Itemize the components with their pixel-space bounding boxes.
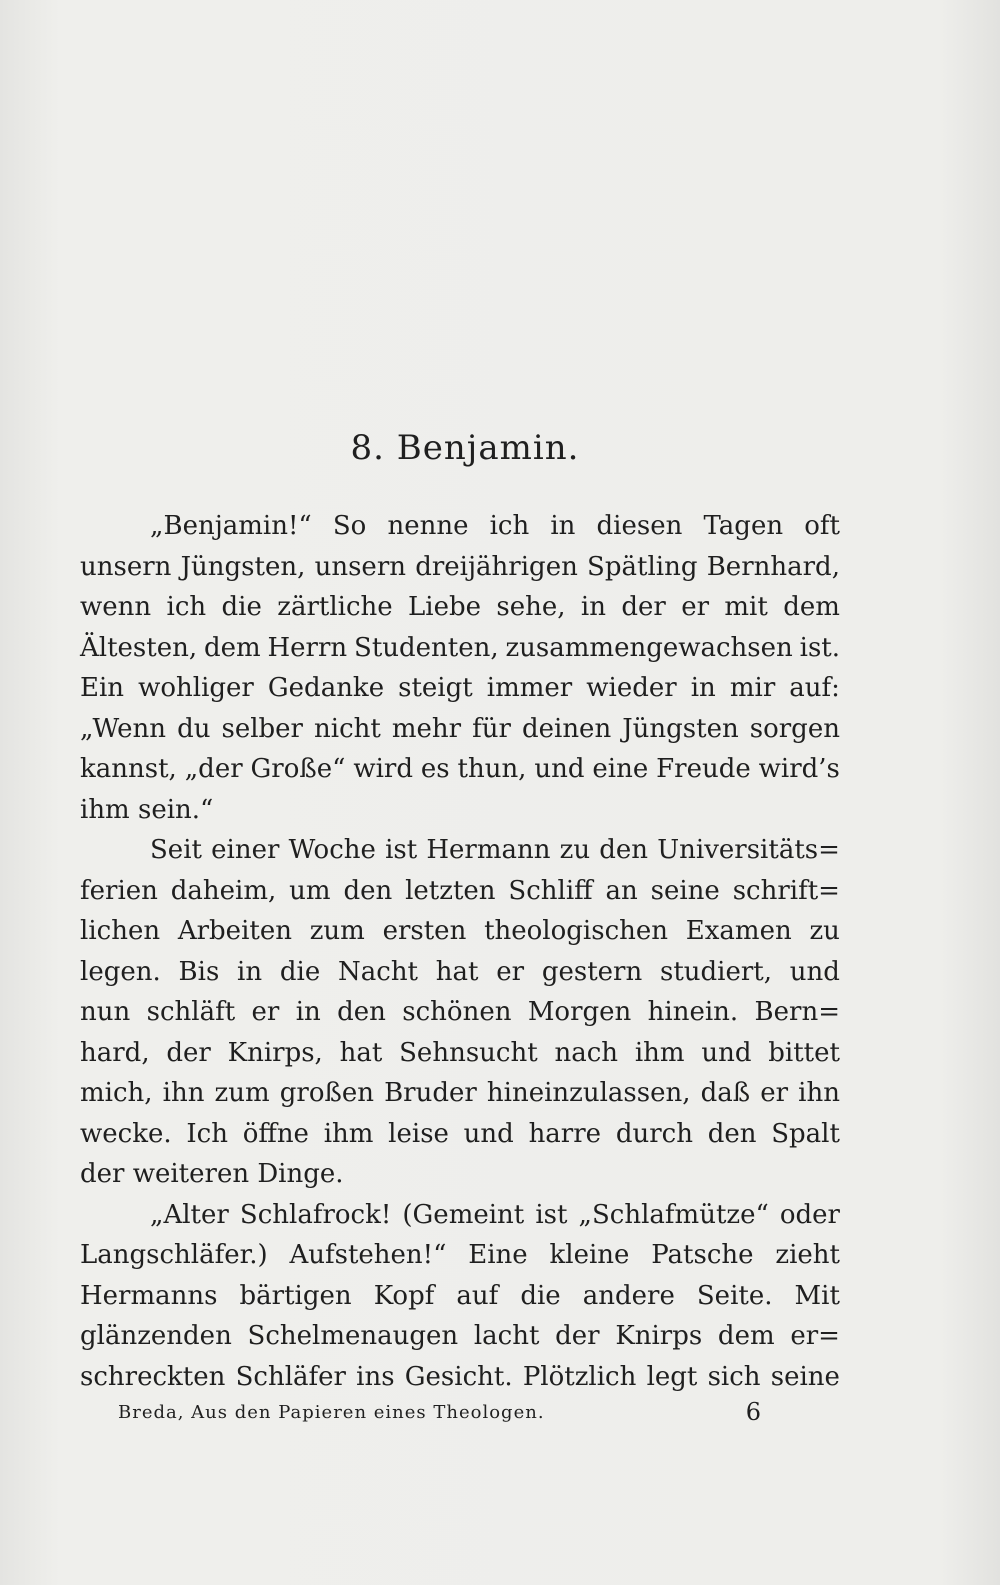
text-line: [80, 952, 840, 993]
word: deinen: [521, 713, 612, 744]
word: großen: [279, 1078, 374, 1108]
word: wecke.: [80, 1118, 172, 1149]
body-text: [80, 506, 840, 1397]
word: Tagen: [703, 511, 784, 541]
word: Ich: [186, 1118, 228, 1149]
word: Sehnsucht: [399, 1037, 538, 1068]
word: Freude: [656, 754, 751, 784]
text-line: [80, 992, 840, 1033]
word: die: [520, 1280, 561, 1311]
word: mehr: [391, 713, 462, 744]
word: immer: [486, 673, 573, 703]
word: Spätling: [587, 551, 698, 582]
word: studiert,: [660, 956, 773, 987]
word: Ein: [80, 673, 125, 703]
word: bittet: [768, 1037, 840, 1068]
text-line: [80, 871, 840, 912]
word: zärtliche: [277, 592, 393, 622]
text-line: [80, 1357, 840, 1398]
word: die: [221, 592, 262, 622]
word: oft: [804, 511, 840, 541]
word: Aufstehen!“: [289, 1240, 447, 1270]
word: in: [690, 673, 716, 703]
word: dem: [783, 592, 840, 622]
word: Liebe: [408, 592, 482, 622]
word: So: [332, 511, 367, 541]
word: oder: [779, 1199, 840, 1230]
word: zieht: [775, 1240, 840, 1270]
word: diesen: [596, 511, 683, 541]
word: ins: [356, 1361, 395, 1392]
word: Jüngsten: [622, 713, 739, 744]
word: ihn: [162, 1078, 205, 1108]
word: Schliff: [508, 875, 593, 906]
word: schreckten: [80, 1361, 226, 1392]
word: wird: [353, 754, 413, 784]
word: dem: [203, 632, 261, 663]
word: der: [166, 1037, 211, 1068]
text-line: [80, 547, 840, 588]
word: Knirps,: [227, 1037, 323, 1068]
word: er: [681, 592, 710, 622]
word: unsern: [314, 551, 406, 582]
word: zu: [559, 835, 591, 865]
word: zusammengewachsen: [505, 632, 793, 663]
word: den: [599, 835, 649, 865]
text-line: [80, 628, 840, 669]
page-number: 6: [745, 1398, 762, 1426]
word: auf: [456, 1280, 499, 1311]
text-line: [80, 911, 840, 952]
word: nicht: [314, 713, 381, 744]
word: Bruder: [384, 1078, 477, 1108]
word: Arbeiten: [177, 916, 292, 946]
word: Woche: [288, 835, 376, 865]
word: schönen: [402, 997, 512, 1027]
word: Schlafrock!: [239, 1199, 392, 1230]
text-line: [80, 790, 840, 831]
word: Langschläfer.): [80, 1240, 268, 1270]
text-line: [80, 1073, 840, 1114]
word: nach: [554, 1037, 619, 1068]
word: „Benjamin!“: [150, 511, 312, 541]
word: wenn: [80, 592, 152, 622]
word: gestern: [541, 956, 643, 987]
word: kleine: [549, 1240, 630, 1270]
text-line: [80, 1235, 840, 1276]
word: ist: [385, 835, 418, 865]
word: unsern: [80, 551, 172, 582]
word: theologischen: [484, 916, 669, 946]
word: Studenten,: [354, 632, 499, 663]
word: ihm: [634, 1037, 685, 1068]
word: für: [472, 713, 511, 744]
word: Schelmenaugen: [247, 1321, 459, 1351]
word: ich: [166, 592, 207, 622]
word: Große“: [250, 754, 346, 784]
word: sehe,: [496, 592, 566, 622]
word: seine: [650, 875, 720, 906]
word: in: [550, 511, 576, 541]
word: er: [760, 1078, 789, 1108]
word: Spalt: [771, 1118, 840, 1149]
word: zu: [809, 916, 840, 946]
word: Ältesten,: [80, 632, 198, 663]
word: Herrn: [267, 632, 348, 663]
text-line: [80, 749, 840, 790]
word: nenne: [387, 511, 469, 541]
word: Eine: [468, 1240, 528, 1270]
word: Seite.: [696, 1280, 773, 1311]
word: in: [580, 592, 606, 622]
line-text: ihm sein.“: [80, 794, 214, 825]
word: eine: [592, 754, 649, 784]
chapter-title: 8. Benjamin.: [350, 428, 580, 468]
word: lichen: [80, 916, 161, 946]
word: an: [605, 875, 638, 906]
text-line: [80, 1316, 840, 1357]
word: wohliger: [138, 673, 254, 703]
word: dreijährigen: [415, 551, 578, 582]
word: und: [789, 956, 840, 987]
word: leise: [388, 1118, 449, 1149]
word: er=: [790, 1321, 840, 1351]
word: ist: [535, 1199, 568, 1230]
word: den: [343, 875, 393, 906]
word: den: [707, 1118, 757, 1149]
word: Morgen: [527, 997, 632, 1027]
word: glänzenden: [80, 1321, 232, 1351]
word: mir: [729, 673, 776, 703]
word: „der: [184, 754, 243, 784]
word: einer: [211, 835, 280, 865]
text-line: [80, 1154, 840, 1195]
word: Knirps: [615, 1321, 703, 1351]
text-line: [80, 506, 840, 547]
page-footer: [118, 1398, 840, 1428]
word: hat: [435, 956, 479, 987]
word: wieder: [586, 673, 677, 703]
word: um: [289, 875, 331, 906]
word: die: [279, 956, 321, 987]
text-line: [80, 830, 840, 871]
word: legt: [646, 1361, 698, 1392]
word: ferien: [80, 875, 158, 906]
word: harre: [528, 1118, 602, 1149]
word: (Gemeint: [402, 1199, 525, 1230]
word: er: [251, 997, 280, 1027]
word: Bis: [178, 956, 220, 987]
text-line: [80, 1276, 840, 1317]
text-line: [80, 1195, 840, 1236]
word: seine: [770, 1361, 840, 1392]
word: Patsche: [651, 1240, 754, 1270]
word: kannst,: [80, 754, 177, 784]
word: ihn: [798, 1078, 840, 1108]
word: Plötzlich: [522, 1361, 637, 1392]
word: Hermanns: [80, 1280, 218, 1311]
word: Jüngsten,: [180, 551, 306, 582]
word: zum: [309, 916, 365, 946]
word: Nacht: [338, 956, 419, 987]
word: andere: [582, 1280, 675, 1311]
word: „Schlafmütze“: [578, 1199, 769, 1230]
word: er: [496, 956, 525, 987]
word: ihm: [323, 1118, 374, 1149]
word: ersten: [382, 916, 467, 946]
word: Gedanke: [267, 673, 385, 703]
word: Kopf: [373, 1280, 435, 1311]
word: lacht: [473, 1321, 540, 1351]
word: sorgen: [749, 713, 840, 744]
word: „Alter: [150, 1199, 229, 1230]
word: du: [177, 713, 211, 744]
word: sich: [707, 1361, 761, 1392]
word: der: [621, 592, 666, 622]
word: daheim,: [170, 875, 277, 906]
word: „Wenn: [80, 713, 167, 744]
word: schläft: [146, 997, 236, 1027]
word: Universitäts=: [657, 835, 840, 865]
word: und: [534, 754, 585, 784]
word: ist.: [799, 632, 840, 663]
word: mit: [724, 592, 768, 622]
word: mich,: [80, 1078, 153, 1108]
text-line: [80, 668, 840, 709]
word: bärtigen: [239, 1280, 352, 1311]
word: steigt: [398, 673, 473, 703]
word: zum: [214, 1078, 270, 1108]
word: Schläfer: [235, 1361, 346, 1392]
word: thun,: [457, 754, 527, 784]
word: legen.: [80, 956, 161, 987]
word: Bernhard,: [706, 551, 840, 582]
word: letzten: [405, 875, 496, 906]
word: Seit: [150, 835, 202, 865]
word: den: [337, 997, 386, 1027]
word: hinein.: [647, 997, 739, 1027]
printer-signature: Breda, Aus den Papieren eines Theologen.: [118, 1402, 545, 1423]
word: es: [420, 754, 450, 784]
word: ich: [489, 511, 530, 541]
word: hineinzulassen,: [486, 1078, 691, 1108]
word: auf:: [789, 673, 840, 703]
word: daß: [700, 1078, 751, 1108]
word: selber: [221, 713, 303, 744]
text-line: [80, 1033, 840, 1074]
word: wird’s: [758, 754, 840, 784]
word: dem: [717, 1321, 775, 1351]
word: Bern=: [754, 997, 840, 1027]
text-line: [80, 587, 840, 628]
word: Gesicht.: [404, 1361, 513, 1392]
line-text: der weiteren Dinge.: [80, 1159, 344, 1189]
word: Hermann: [426, 835, 551, 865]
text-line: [80, 709, 840, 750]
word: hat: [339, 1037, 383, 1068]
word: und: [701, 1037, 752, 1068]
word: der: [555, 1321, 600, 1351]
word: Examen: [685, 916, 792, 946]
word: nun: [80, 997, 131, 1027]
word: öffne: [242, 1118, 309, 1149]
word: in: [295, 997, 321, 1027]
word: durch: [615, 1118, 693, 1149]
word: hard,: [80, 1037, 150, 1068]
word: in: [237, 956, 263, 987]
word: Mit: [794, 1280, 840, 1311]
text-line: [80, 1114, 840, 1155]
word: und: [463, 1118, 514, 1149]
word: schrift=: [732, 875, 840, 906]
